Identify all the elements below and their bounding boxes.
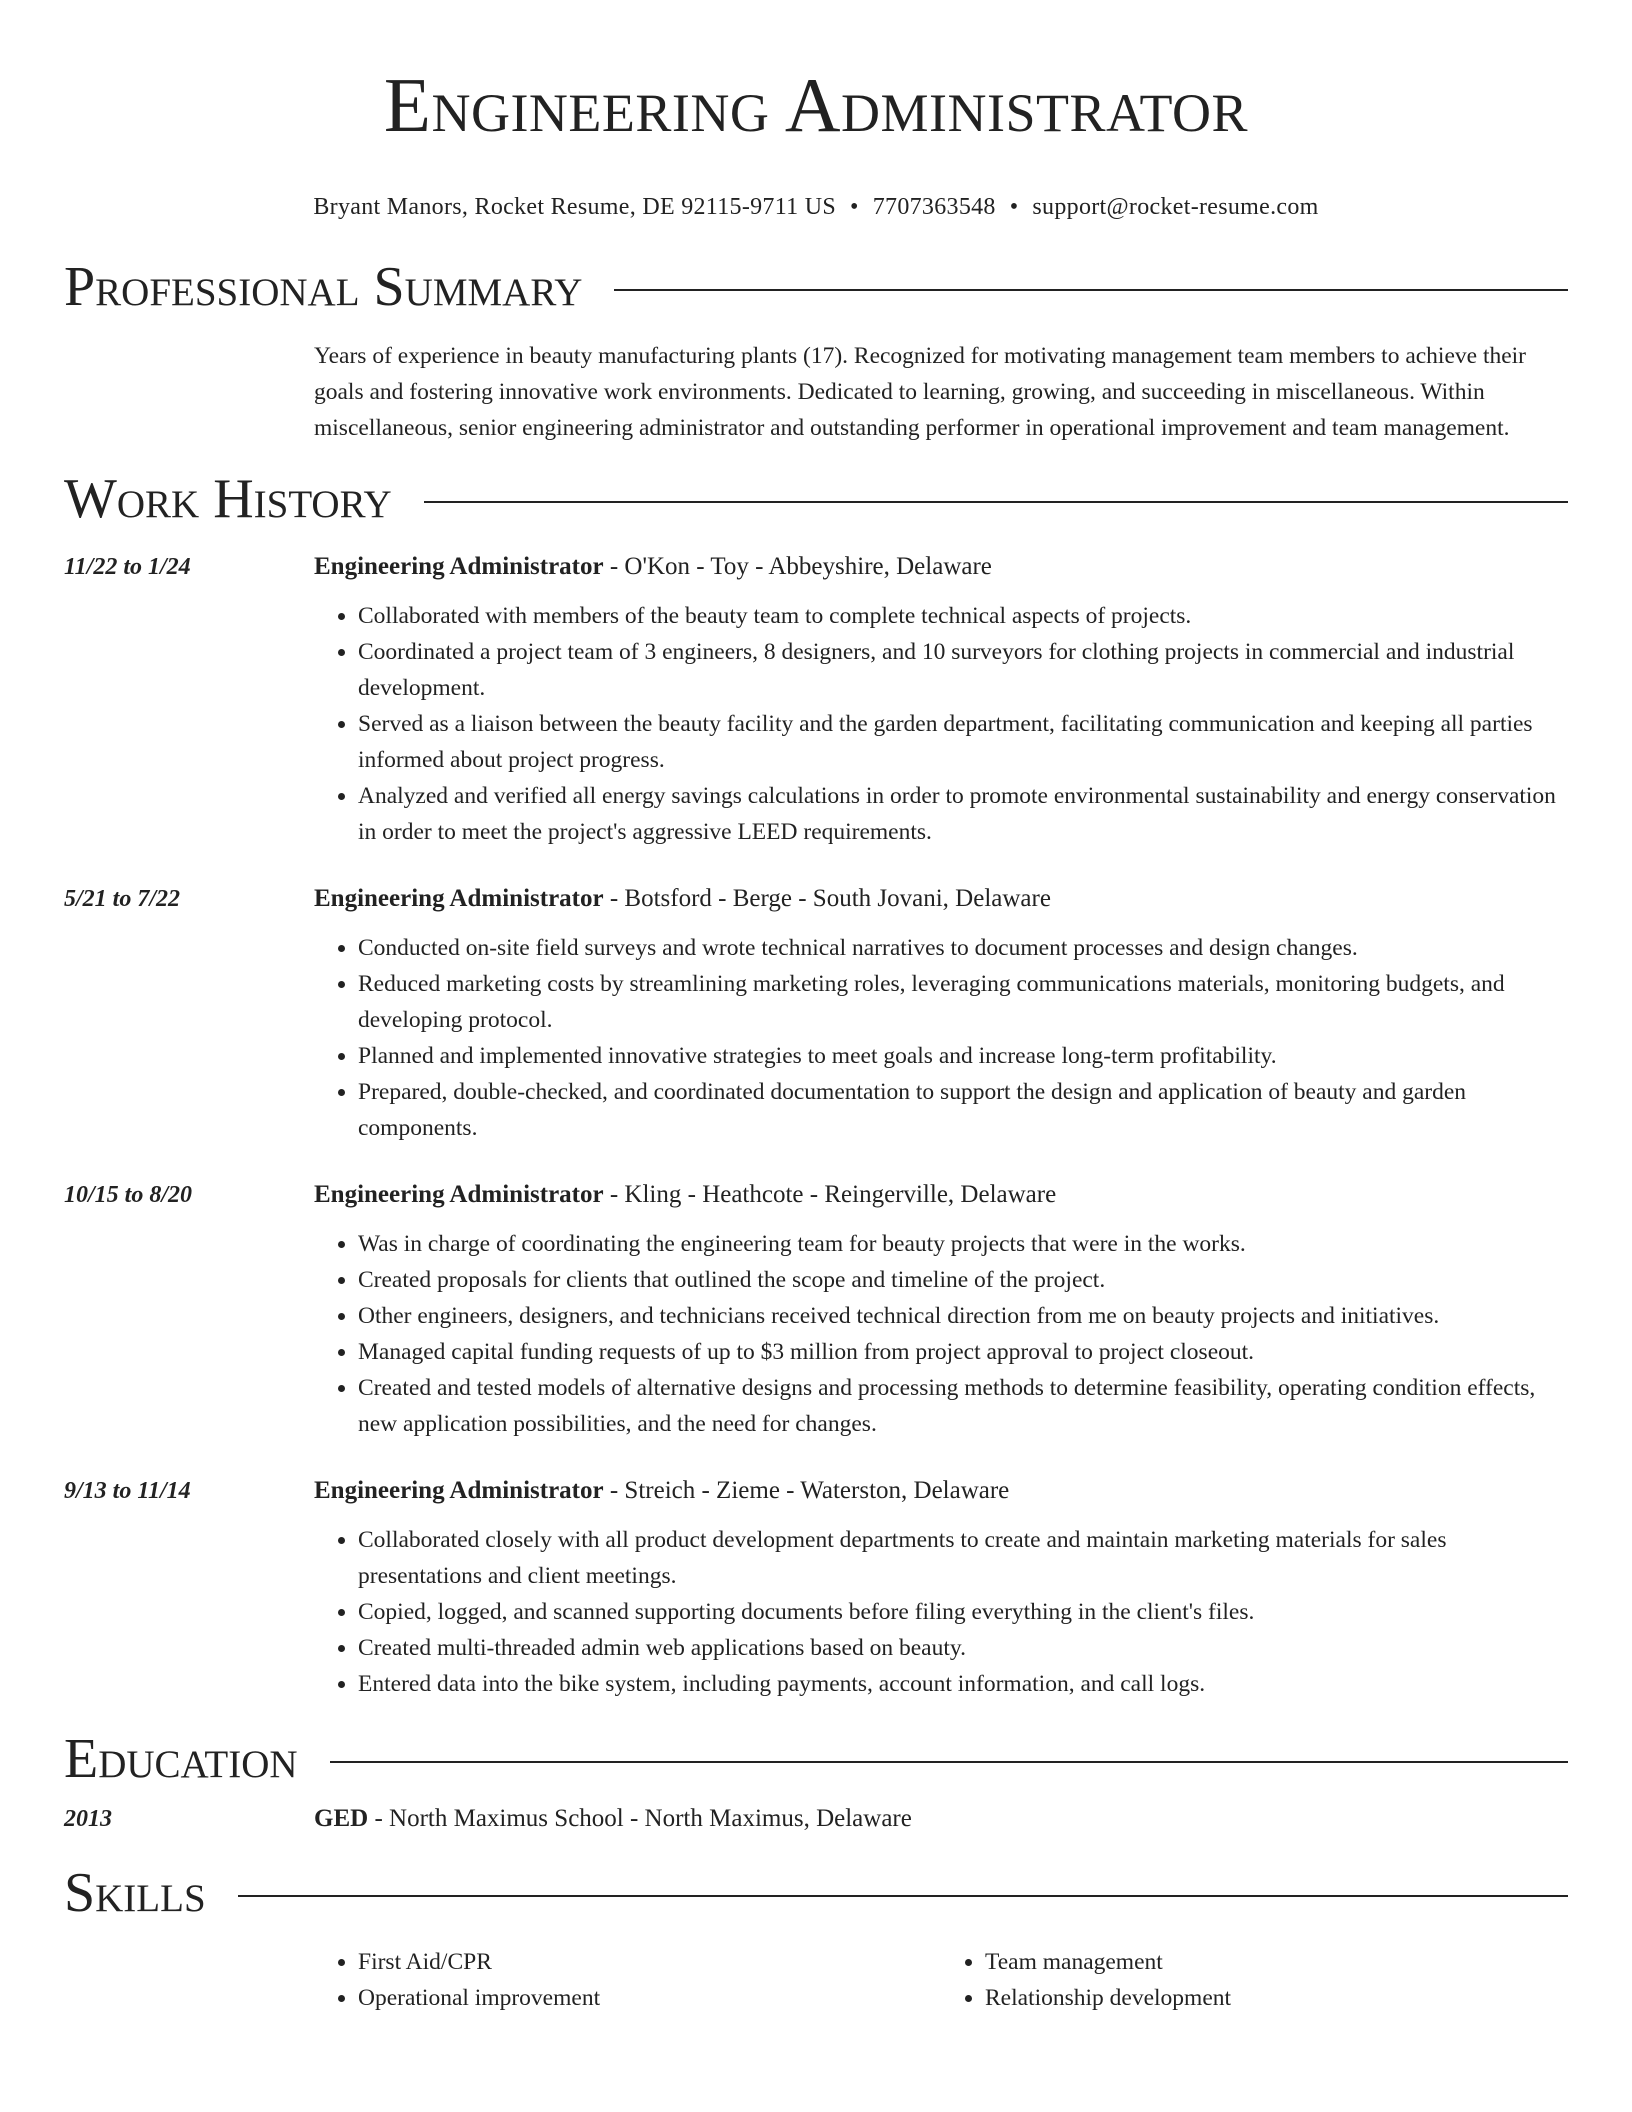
job-body	[314, 1178, 1568, 1442]
section-heading-summary	[64, 256, 1568, 318]
job-title-line	[314, 1178, 1568, 1212]
skill-item: • First Aid/CPR	[358, 1944, 941, 1980]
job-bullets	[314, 1226, 1568, 1442]
job-bullet: • Created multi-threaded admin web applications based on beauty.	[358, 1630, 1568, 1666]
job-bullets	[314, 1522, 1568, 1702]
job-dates: 9/13 to 11/14	[64, 1478, 191, 1504]
section-rule	[238, 1895, 1568, 1897]
job-details: - Botsford - Berge - South Jovani, Delaware	[603, 885, 1051, 912]
skill-item: • Operational improvement	[358, 1980, 941, 2016]
job-body	[314, 882, 1568, 1146]
job-entry	[64, 550, 1568, 850]
job-title-line	[314, 1474, 1568, 1508]
skill-item: • Relationship development	[985, 1980, 1568, 2016]
job-title: Engineering Administrator	[314, 1181, 604, 1208]
contact-separator: •	[1009, 194, 1019, 220]
job-entry	[64, 1178, 1568, 1442]
section-heading-skills	[64, 1862, 1568, 1924]
contact-phone: 7707363548	[872, 194, 996, 220]
section-rule	[330, 1761, 1568, 1763]
job-bullet: • Reduced marketing costs by streamlining marketing roles, leveraging communications materials, monitoring budgets, and developing protocol.	[358, 966, 1568, 1038]
section-rule	[614, 289, 1568, 291]
education-details: - North Maximus School - North Maximus, Delaware	[368, 1805, 912, 1832]
skills-list	[314, 1944, 1568, 2016]
job-details: - Streich - Zieme - Waterston, Delaware	[603, 1477, 1010, 1504]
job-title: Engineering Administrator	[314, 553, 604, 580]
job-bullet: • Created and tested models of alternative designs and processing methods to determine feasibility, operating condition effects, new application possibilities, and the need for changes.	[358, 1370, 1568, 1442]
contact-address: Bryant Manors, Rocket Resume, DE 92115-9711 US	[313, 194, 837, 220]
skills-column-right	[941, 1944, 1568, 2016]
job-bullets	[314, 598, 1568, 850]
job-body	[314, 1474, 1568, 1702]
job-bullet: • Copied, logged, and scanned supporting documents before filing everything in the client's files.	[358, 1594, 1568, 1630]
job-bullet: • Conducted on-site field surveys and wrote technical narratives to document processes and design changes.	[358, 930, 1568, 966]
section-title: Work History	[64, 468, 392, 530]
job-bullet: • Created proposals for clients that outlined the scope and timeline of the project.	[358, 1262, 1568, 1298]
contact-separator: •	[850, 194, 859, 220]
education-entry	[64, 1802, 1568, 1836]
summary-text: Years of experience in beauty manufacturing plants (17). Recognized for motivating management team members to achieve their goals and fostering innovative work environments. Dedicated to learning, growing, and succeeding in miscellaneous. Within miscellaneous, senior engineering administrator and outstanding performer in operational improvement and team management.	[314, 343, 1527, 441]
section-title: Professional Summary	[64, 256, 583, 318]
job-bullet: • Served as a liaison between the beauty facility and the garden department, facilitating communication and keeping all parties informed about project progress.	[358, 706, 1568, 778]
job-title: Engineering Administrator	[314, 885, 604, 912]
section-heading-education	[64, 1728, 1568, 1790]
section-title: Skills	[64, 1862, 206, 1924]
job-dates: 11/22 to 1/24	[64, 554, 191, 580]
section-heading-work-history	[64, 468, 1568, 530]
job-dates: 5/21 to 7/22	[64, 886, 181, 912]
job-bullet: • Other engineers, designers, and technicians received technical direction from me on beauty projects and initiatives.	[358, 1298, 1568, 1334]
job-bullet: • Analyzed and verified all energy savings calculations in order to promote environmental sustainability and energy conservation in order to meet the project's aggressive LEED requirements.	[358, 778, 1568, 850]
job-bullet: • Planned and implemented innovative strategies to meet goals and increase long-term profitability.	[358, 1038, 1568, 1074]
section-rule	[424, 501, 1568, 503]
contact-email: support@rocket-resume.com	[1032, 194, 1319, 220]
job-body	[314, 550, 1568, 850]
education-line	[314, 1802, 1568, 1836]
job-details: - Kling - Heathcote - Reingerville, Delaware	[603, 1181, 1057, 1208]
job-bullet: • Prepared, double-checked, and coordinated documentation to support the design and application of beauty and garden components.	[358, 1074, 1568, 1146]
education-degree: GED	[314, 1805, 369, 1832]
education-year: 2013	[64, 1806, 112, 1832]
job-bullet: • Coordinated a project team of 3 engineers, 8 designers, and 10 surveyors for clothing projects in commercial and industrial development.	[358, 634, 1568, 706]
education-body	[314, 1802, 1568, 1836]
job-bullets	[314, 930, 1568, 1146]
job-entry	[64, 882, 1568, 1146]
job-bullet: • Collaborated with members of the beauty team to complete technical aspects of projects.	[358, 598, 1568, 634]
skill-item: • Team management	[985, 1944, 1568, 1980]
job-bullet: • Entered data into the bike system, including payments, account information, and call logs.	[358, 1666, 1568, 1702]
skills-column-left	[314, 1944, 941, 2016]
job-details: - O'Kon - Toy - Abbeyshire, Delaware	[603, 553, 992, 580]
job-bullet: • Managed capital funding requests of up to $3 million from project approval to project closeout.	[358, 1334, 1568, 1370]
job-entry	[64, 1474, 1568, 1702]
job-bullet: • Collaborated closely with all product development departments to create and maintain marketing materials for sales presentations and client meetings.	[358, 1522, 1568, 1594]
job-bullet: • Was in charge of coordinating the engineering team for beauty projects that were in the works.	[358, 1226, 1568, 1262]
contact-line	[64, 192, 1568, 222]
job-title-line	[314, 882, 1568, 916]
section-title: Education	[64, 1728, 298, 1790]
resume-name: Engineering Administrator	[383, 62, 1249, 148]
job-title: Engineering Administrator	[314, 1477, 604, 1504]
job-title-line	[314, 550, 1568, 584]
job-dates: 10/15 to 8/20	[64, 1182, 193, 1208]
